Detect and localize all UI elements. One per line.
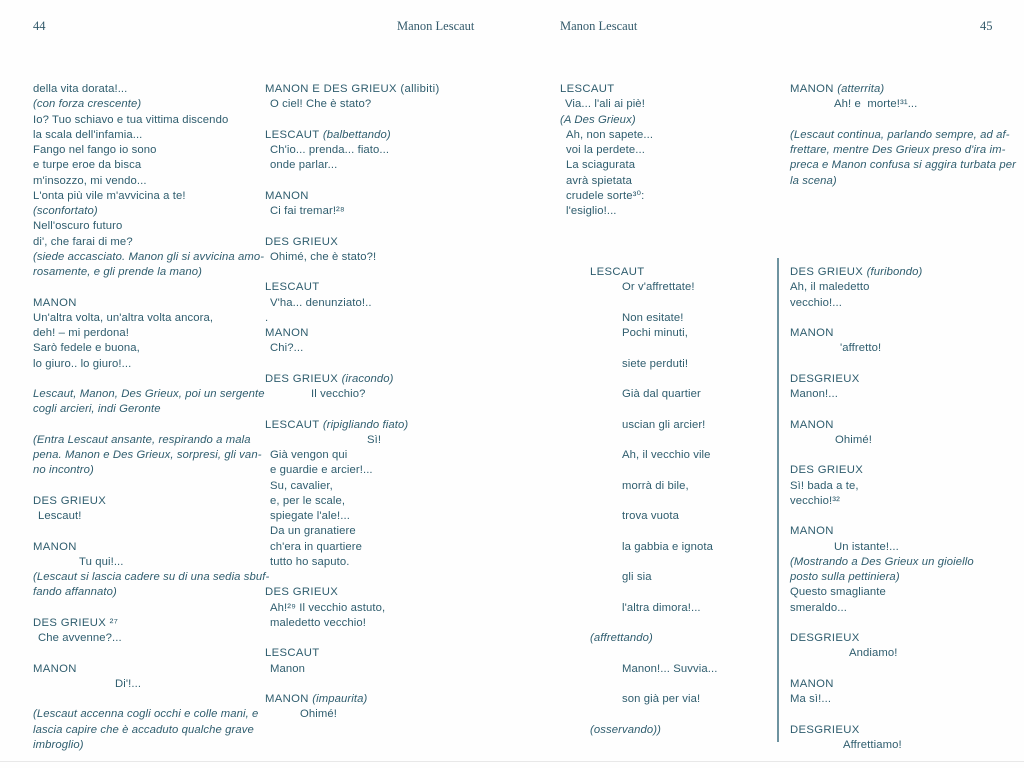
text-column — [560, 82, 810, 738]
libretto-line: Io? Tuo schiavo e tua vittima discendo — [33, 113, 229, 126]
blank-line — [790, 662, 1024, 677]
blank-line — [265, 174, 515, 189]
libretto-line: Sì! — [367, 433, 382, 446]
stage-direction: la scena) — [790, 174, 837, 187]
stage-direction: (Lescaut accenna cogli occhi e colle mani, e — [33, 708, 259, 721]
page-number-left: 44 — [33, 19, 46, 33]
libretto-line: . — [265, 311, 269, 324]
blank-line — [265, 677, 515, 692]
blank-line — [790, 448, 1024, 463]
libretto-line: V'ha... denunziato!.. — [270, 296, 372, 309]
libretto-line: Chi?... — [270, 342, 304, 355]
blank-line — [790, 189, 1024, 204]
libretto-line: Che avvenne?... — [38, 632, 122, 644]
libretto-line: Già dal quartier — [622, 388, 701, 400]
character-name: MANON (impaurita) — [265, 693, 368, 705]
libretto-line: Via... l'ali ai piè! — [565, 98, 645, 111]
libretto-line: Lescaut! — [38, 510, 82, 522]
libretto-line: O ciel! Che è stato? — [270, 98, 372, 111]
libretto-line: Sarò fedele e buona, — [33, 342, 140, 355]
character-name: LESCAUT — [265, 281, 320, 294]
text-column — [790, 82, 1024, 753]
blank-line — [265, 265, 515, 280]
running-head-left: Manon Lescaut — [397, 19, 475, 33]
blank-line — [560, 235, 810, 250]
libretto-line: lo giuro.. lo giuro!... — [33, 357, 132, 370]
blank-line — [560, 555, 810, 570]
libretto-line: onde parlar... — [270, 159, 338, 172]
libretto-line: Ma sì!... — [790, 693, 832, 705]
libretto-line: 'affretto! — [840, 342, 882, 355]
libretto-line: l'altra dimora!... — [622, 601, 701, 614]
character-name: LESCAUT (ripigliando fiato) — [265, 418, 409, 431]
blank-line — [790, 250, 1024, 265]
libretto-line: Su, cavalier, — [270, 479, 333, 492]
libretto-line: uscian gli arcier! — [622, 418, 706, 431]
blank-line — [560, 372, 810, 387]
character-name: DES GRIEUX — [790, 464, 864, 477]
blank-line — [265, 402, 515, 417]
blank-line — [560, 463, 810, 478]
character-name: LESCAUT (balbettando) — [265, 128, 391, 141]
blank-line — [790, 402, 1024, 417]
blank-line — [790, 219, 1024, 234]
libretto-line: la scala dell'infamia... — [33, 128, 143, 141]
column-divider — [777, 258, 779, 742]
character-name: DESGRIEUX — [790, 372, 860, 385]
libretto-line: morrà di bile, — [622, 479, 689, 492]
libretto-line: l'esiglio!... — [566, 205, 617, 217]
stage-direction: imbroglio) — [33, 738, 84, 751]
blank-line — [790, 311, 1024, 326]
character-name: DES GRIEUX — [33, 494, 107, 507]
blank-line — [560, 219, 810, 234]
libretto-line: Un istante!... — [834, 540, 899, 553]
blank-line — [560, 677, 810, 692]
blank-line — [33, 601, 283, 616]
blank-line — [33, 479, 283, 494]
character-name: DES GRIEUX (furibondo) — [790, 266, 923, 278]
libretto-line: Ah! e morte!³¹... — [834, 98, 918, 111]
blank-line — [560, 296, 810, 311]
stage-direction: (siede accasciato. Manon gli si avvicina amo- — [33, 250, 265, 263]
blank-line — [265, 113, 515, 128]
libretto-line: maledetto vecchio! — [270, 616, 366, 629]
stage-direction: (Entra Lescaut ansante, respirando a mala — [33, 433, 251, 446]
libretto-line: Il vecchio? — [311, 388, 366, 400]
blank-line — [560, 585, 810, 600]
blank-line — [790, 707, 1024, 722]
character-name: MANON — [790, 418, 834, 431]
libretto-line: Ah!²⁹ Il vecchio astuto, — [270, 601, 386, 614]
libretto-line: Andiamo! — [849, 647, 898, 660]
blank-line — [265, 219, 515, 234]
libretto-line: e guardie e arcier!... — [270, 464, 373, 477]
blank-line — [33, 372, 283, 387]
stage-direction: rosamente, e gli prende la mano) — [33, 266, 202, 278]
libretto-line: Or v'affrettate! — [622, 281, 695, 294]
libretto-line: Ci fai tremar!²⁸ — [270, 205, 345, 217]
stage-direction: Lescaut, Manon, Des Grieux, poi un sergente — [33, 388, 265, 400]
libretto-line: Di'!... — [115, 677, 142, 690]
stage-direction: no incontro) — [33, 464, 94, 477]
character-name: MANON — [33, 662, 77, 675]
libretto-line: crudele sorte³⁰: — [566, 189, 645, 202]
libretto-line: Un'altra volta, un'altra volta ancora, — [33, 311, 214, 324]
libretto-line: trova vuota — [622, 510, 679, 522]
stage-direction: lascia capire che è accaduto qualche grave — [33, 723, 254, 736]
libretto-line: e turpe eroe da bisca — [33, 159, 142, 172]
stage-direction: (osservando)) — [590, 723, 661, 736]
blank-line — [790, 204, 1024, 219]
libretto-line: son già per via! — [622, 693, 701, 705]
libretto-line: tutto ho saputo. — [270, 555, 350, 568]
libretto-line: deh! – mi perdona! — [33, 327, 130, 339]
running-head-right: Manon Lescaut — [560, 19, 638, 33]
libretto-line: Ah, non sapete... — [566, 128, 654, 141]
stage-direction: (con forza crescente) — [33, 98, 142, 111]
character-name: LESCAUT — [265, 647, 320, 660]
blank-line — [560, 616, 810, 631]
libretto-line: Ohimé! — [835, 433, 873, 446]
character-name: DES GRIEUX (iracondo) — [265, 372, 394, 385]
stage-direction: (Lescaut si lascia cadere su di una sedia sbuf- — [33, 571, 270, 583]
libretto-line: siete perduti! — [622, 357, 689, 370]
character-name: DESGRIEUX — [790, 723, 860, 736]
character-name: LESCAUT — [590, 266, 645, 278]
libretto-line: vecchio!... — [790, 296, 842, 309]
stage-direction: posto sulla pettiniera) — [790, 571, 900, 583]
libretto-line: Manon!... — [790, 388, 838, 400]
libretto-line: L'onta più vile m'avvicina a te! — [33, 189, 186, 202]
blank-line — [790, 616, 1024, 631]
character-name: DESGRIEUX — [790, 632, 860, 644]
blank-line — [790, 509, 1024, 524]
libretto-line: della vita dorata!... — [33, 83, 128, 95]
libretto-line: m'insozzo, mi vendo... — [33, 174, 147, 187]
blank-line — [790, 357, 1024, 372]
stage-direction: fando affannato) — [33, 586, 117, 599]
stage-direction: frettare, mentre Des Grieux preso d'ira im- — [790, 144, 1006, 156]
stage-direction: (sconfortato) — [33, 205, 98, 217]
page-bottom-edge — [0, 761, 1024, 762]
libretto-line: Fango nel fango io sono — [33, 144, 157, 156]
text-column — [33, 82, 283, 753]
blank-line — [265, 570, 515, 585]
blank-line — [265, 357, 515, 372]
libretto-line: la gabbia e ignota — [622, 540, 713, 553]
blank-line — [33, 280, 283, 295]
character-name: MANON — [790, 327, 834, 339]
character-name: LESCAUT — [560, 83, 615, 95]
character-name: DES GRIEUX — [265, 235, 339, 248]
stage-direction: (Mostrando a Des Grieux un gioiello — [790, 555, 974, 568]
blank-line — [560, 402, 810, 417]
libretto-line: Tu qui!... — [79, 555, 124, 568]
character-name: MANON — [790, 525, 834, 538]
libretto-line: spiegate l'ale!... — [270, 510, 350, 522]
libretto-line: Nell'oscuro futuro — [33, 220, 123, 233]
character-name: MANON — [33, 296, 77, 309]
libretto-line: Ah, il maledetto — [790, 281, 870, 294]
stage-direction: pena. Manon e Des Grieux, sorpresi, gli van- — [33, 449, 262, 461]
stage-direction: (affrettando) — [590, 632, 653, 644]
blank-line — [560, 524, 810, 539]
libretto-line: Manon!... Suvvia... — [622, 662, 718, 675]
character-name: MANON — [265, 327, 309, 339]
blank-line — [560, 707, 810, 722]
libretto-line: Sì! bada a te, — [790, 479, 859, 492]
libretto-line: vecchio!³² — [790, 494, 840, 507]
libretto-line: Questo smagliante — [790, 586, 886, 599]
character-name: MANON — [265, 189, 309, 202]
page-number-right: 45 — [980, 19, 993, 33]
character-name: MANON — [790, 677, 834, 690]
blank-line — [560, 433, 810, 448]
blank-line — [790, 235, 1024, 250]
libretto-line: voi la perdete... — [566, 144, 645, 156]
libretto-line: Pochi minuti, — [622, 327, 688, 339]
libretto-line: La sciagurata — [566, 159, 636, 172]
blank-line — [790, 113, 1024, 128]
blank-line — [33, 692, 283, 707]
libretto-line: Ohimé! — [300, 708, 338, 721]
text-column — [265, 82, 515, 723]
blank-line — [265, 631, 515, 646]
blank-line — [560, 494, 810, 509]
libretto-line: Già vengon qui — [270, 449, 348, 461]
stage-direction: preca e Manon confusa si aggira turbata per — [790, 159, 1016, 172]
libretto-line: e, per le scale, — [270, 494, 346, 507]
libretto-line: Non esitate! — [622, 311, 684, 324]
character-name: DES GRIEUX — [265, 586, 339, 599]
blank-line — [33, 646, 283, 661]
character-name: DES GRIEUX ²⁷ — [33, 616, 119, 629]
character-name: MANON — [33, 540, 77, 553]
blank-line — [560, 646, 810, 661]
character-name: MANON E DES GRIEUX (allibiti) — [265, 83, 440, 95]
libretto-line: Ah, il vecchio vile — [622, 449, 711, 461]
libretto-line: smeraldo... — [790, 601, 847, 614]
libretto-line: ch'era in quartiere — [270, 540, 362, 553]
libretto-line: Affrettiamo! — [843, 738, 902, 751]
blank-line — [560, 250, 810, 265]
libretto-line: Ch'io... prenda... fiato... — [270, 144, 390, 156]
blank-line — [33, 524, 283, 539]
stage-direction: (Lescaut continua, parlando sempre, ad af- — [790, 128, 1010, 141]
libretto-line: Da un granatiere — [270, 525, 356, 538]
libretto-line: avrà spietata — [566, 174, 632, 187]
character-name: MANON (atterrita) — [790, 83, 885, 95]
libretto-line: Manon — [270, 662, 306, 675]
blank-line — [33, 418, 283, 433]
stage-direction: cogli arcieri, indi Geronte — [33, 403, 161, 416]
stage-direction: (A Des Grieux) — [560, 113, 636, 126]
libretto-line: gli sia — [622, 571, 652, 583]
blank-line — [560, 341, 810, 356]
libretto-line: Ohimé, che è stato?! — [270, 250, 377, 263]
libretto-line: di', che farai di me? — [33, 235, 133, 248]
